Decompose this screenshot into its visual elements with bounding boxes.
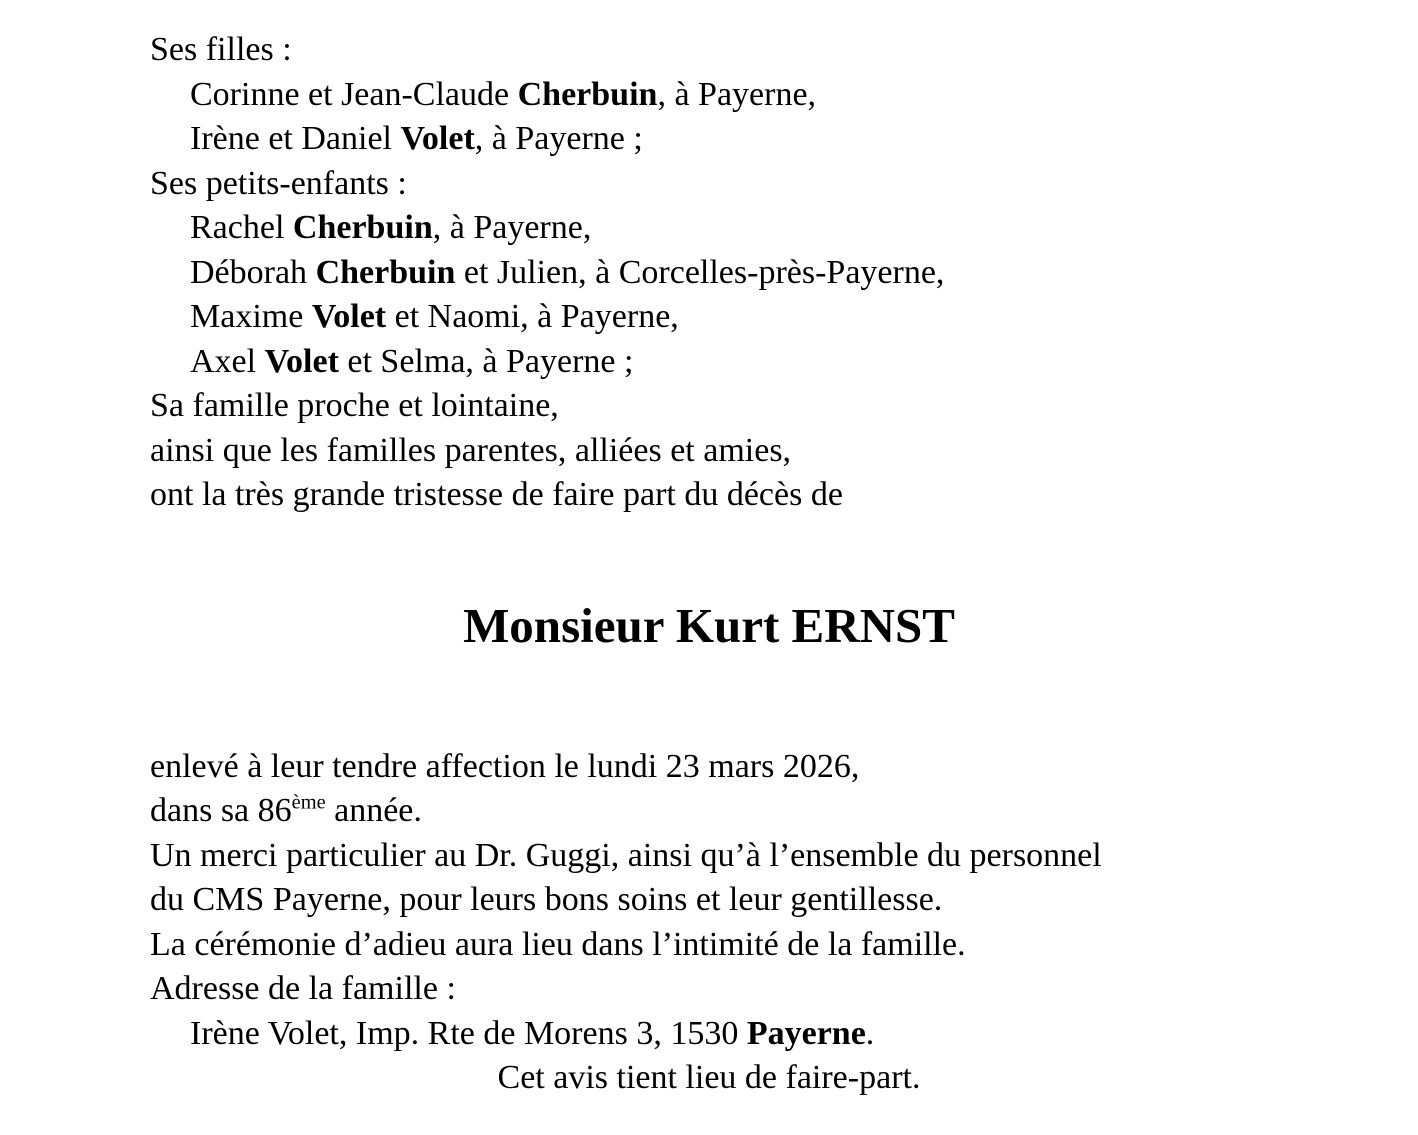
text-segment: Maxime (190, 298, 312, 335)
details-block (150, 745, 1268, 1101)
text-segment: ont la très grande tristesse de faire part du décès de (150, 476, 843, 513)
bold-name: Volet (311, 298, 387, 335)
text-line (150, 162, 1268, 207)
text-segment: ainsi que les familles parentes, alliées et amies, (150, 431, 792, 469)
text-segment: Rachel (190, 209, 293, 246)
text-segment: du CMS Payerne, pour leurs bons soins et leur gentillesse. (150, 881, 943, 918)
text-segment: Ses filles : (150, 31, 292, 68)
text-segment: , à Payerne, (432, 209, 592, 246)
text-line (150, 295, 1268, 340)
bold-name: Volet (264, 342, 339, 380)
text-segment: et Julien, à Corcelles-près-Payerne, (455, 253, 945, 291)
text-segment: Adresse de la famille : (150, 970, 456, 1007)
text-line (150, 789, 1268, 834)
text-segment: , à Payerne, (657, 75, 817, 113)
text-segment: Sa famille proche et lointaine, (150, 387, 559, 424)
text-line (150, 384, 1268, 429)
bold-name: Volet (400, 120, 475, 157)
text-line (150, 117, 1268, 162)
text-line (150, 340, 1268, 385)
text-segment: et Selma, à Payerne ; (338, 342, 634, 380)
text-segment: enlevé à leur tendre affection le lundi 23 mars 2026, (150, 747, 860, 785)
text-line (150, 73, 1268, 118)
text-segment: Déborah (190, 253, 316, 291)
text-segment: La cérémonie d’adieu aura lieu dans l’intimité de la famille. (150, 925, 966, 963)
text-segment: , à Payerne ; (474, 120, 643, 157)
text-segment: Irène et Daniel (190, 120, 401, 157)
text-segment: Corinne et Jean-Claude (190, 75, 518, 113)
text-segment: année. (325, 792, 422, 829)
family-intro-block (150, 28, 1268, 518)
text-segment: . (865, 1014, 875, 1052)
bold-name: Cherbuin (517, 75, 658, 113)
text-line (150, 834, 1268, 879)
text-segment: dans sa 86 (150, 792, 292, 829)
text-line (150, 923, 1268, 968)
text-line (150, 745, 1268, 790)
text-segment: Irène Volet, Imp. Rte de Morens 3, 1530 (190, 1014, 747, 1052)
bold-name: Cherbuin (292, 209, 433, 246)
ordinal-suffix: ème (291, 791, 326, 814)
text-line (150, 28, 1268, 73)
deceased-name-heading: Monsieur Kurt ERNST (463, 597, 955, 653)
text-line (150, 206, 1268, 251)
text-line (150, 1056, 1268, 1101)
text-segment: Cet avis tient lieu de faire-part. (497, 1059, 921, 1096)
bold-name: Cherbuin (315, 253, 456, 291)
text-segment: Axel (190, 342, 265, 380)
text-line (150, 967, 1268, 1012)
text-segment: et Naomi, à Payerne, (386, 298, 679, 335)
text-line (150, 878, 1268, 923)
text-segment: Ses petits-enfants : (150, 164, 407, 202)
text-line (150, 1012, 1268, 1057)
text-line (150, 473, 1268, 518)
text-segment: Un merci particulier au Dr. Guggi, ainsi qu’à l’ensemble du personnel (150, 836, 1102, 874)
text-line (150, 251, 1268, 296)
bold-name: Payerne (746, 1014, 866, 1052)
text-line (150, 429, 1268, 474)
